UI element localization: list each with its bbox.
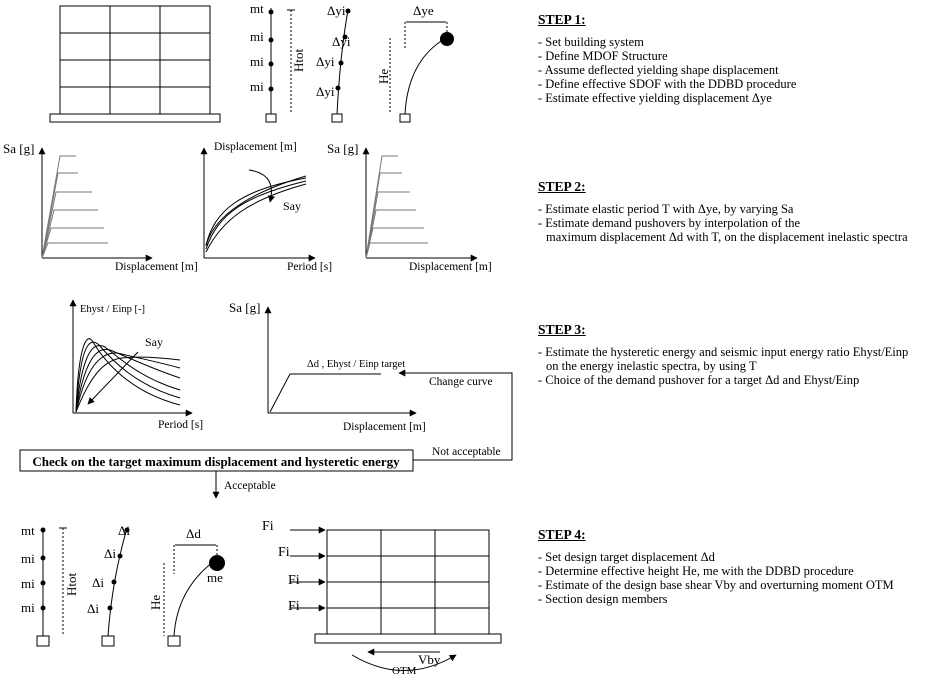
x-axis-title: Period [s] — [287, 261, 333, 273]
check-label: Check on the target maximum displacement and hysteretic energy — [32, 454, 400, 469]
mass-label-i: mi — [250, 79, 264, 94]
step-item: - Estimate elastic period T with Δye, by varying Sa — [538, 202, 794, 216]
step-item: - Assume deflected yielding shape displacement — [538, 63, 779, 77]
yield-displacement-label: Δyi — [327, 3, 346, 18]
y-axis-title: Sa [g] — [327, 141, 359, 156]
series-label-say: Say — [145, 335, 163, 349]
lumped-mass-stick — [250, 1, 306, 122]
step-item: - Set building system — [538, 35, 644, 49]
step-title: STEP 3: — [538, 322, 586, 337]
yield-displacement-label: Δyi — [316, 84, 335, 99]
check-feedback-loop — [20, 373, 512, 498]
displacement-label: Δi — [104, 546, 116, 561]
design-deflected-shape — [87, 523, 130, 646]
not-acceptable-label: Not acceptable — [432, 446, 501, 458]
sdof-yield-system — [376, 3, 454, 122]
displacement-label: Δi — [92, 575, 104, 590]
y-axis-title: Sa [g] — [229, 300, 261, 315]
force-label: Fi — [278, 545, 290, 560]
total-height-label: Htot — [64, 572, 79, 596]
step-item: maximum displacement Δd with T, on the displacement inelastic spectra — [546, 230, 908, 244]
step-4-block — [538, 528, 894, 606]
step-2-block — [538, 180, 908, 244]
y-axis-title: Sa [g] — [3, 141, 35, 156]
step-1-block — [538, 13, 796, 105]
mass-label-i: mi — [250, 29, 264, 44]
step-item: - Determine effective height He, me with the DDBD procedure — [538, 564, 854, 578]
step-3-block — [538, 323, 908, 387]
yield-deflected-shape — [316, 3, 351, 122]
step-item: - Define MDOF Structure — [538, 49, 668, 63]
mdof-building-frame — [50, 6, 220, 122]
x-axis-title: Period [s] — [158, 419, 204, 431]
total-height-label: Htot — [291, 48, 306, 72]
design-building-frame — [262, 519, 501, 677]
mass-label-i: mi — [21, 551, 35, 566]
change-curve-label: Change curve — [429, 376, 493, 388]
acceptable-label: Acceptable — [224, 480, 276, 492]
base-shear-label: Vby — [418, 652, 441, 667]
spectrum-chart-left — [3, 141, 198, 273]
effective-yield-displacement-label: Δye — [413, 3, 434, 18]
step-item: - Define effective SDOF with the DDBD procedure — [538, 77, 797, 91]
mass-label-i: mi — [21, 600, 35, 615]
mass-label-i: mi — [250, 54, 264, 69]
force-label: Fi — [288, 573, 300, 588]
step-item: - Estimate demand pushovers by interpolation of the — [538, 216, 801, 230]
displacement-period-chart — [204, 141, 332, 273]
step-item: - Set design target displacement Δd — [538, 550, 715, 564]
step-item: - Estimate of the design base shear Vby and overturning moment OTM — [538, 578, 894, 592]
y-axis-title: Displacement [m] — [214, 141, 297, 153]
effective-mass — [209, 555, 225, 571]
design-mass-stick — [21, 523, 79, 646]
x-axis-title: Displacement [m] — [115, 261, 198, 273]
mass-label-i: mi — [21, 576, 35, 591]
step-item: on the energy inelastic spectra, by using T — [546, 359, 757, 373]
step-title: STEP 2: — [538, 179, 586, 194]
step-item: - Section design members — [538, 592, 668, 606]
spectrum-chart-right — [327, 141, 492, 273]
displacement-label: Δi — [118, 523, 130, 538]
effective-mass — [440, 32, 454, 46]
target-label: Δd , Ehyst / Einp target — [307, 359, 406, 370]
force-label: Fi — [262, 519, 274, 534]
yield-displacement-label: Δyi — [332, 34, 351, 49]
energy-ratio-chart — [73, 300, 203, 431]
effective-height-label: He — [376, 68, 391, 84]
design-sdof-system — [148, 526, 225, 646]
mass-label-top: mt — [250, 1, 264, 16]
x-axis-title: Displacement [m] — [409, 261, 492, 273]
effective-height-label: He — [148, 594, 163, 610]
yield-displacement-label: Δyi — [316, 54, 335, 69]
step-item: - Choice of the demand pushover for a target Δd and Ehyst/Einp — [538, 373, 860, 387]
step-item: - Estimate effective yielding displacement Δye — [538, 91, 772, 105]
overturning-moment-label: OTM — [392, 665, 417, 677]
step-item: - Estimate the hysteretic energy and seismic input energy ratio Ehyst/Einp — [538, 345, 909, 359]
effective-mass-label: me — [207, 570, 223, 585]
design-displacement-label: Δd — [186, 526, 201, 541]
force-label: Fi — [288, 599, 300, 614]
step-title: STEP 1: — [538, 12, 586, 27]
displacement-label: Δi — [87, 601, 99, 616]
y-axis-title: Ehyst / Einp [-] — [80, 304, 146, 315]
step-title: STEP 4: — [538, 527, 586, 542]
series-label-say: Say — [283, 199, 301, 213]
mass-label-top: mt — [21, 523, 35, 538]
x-axis-title: Displacement [m] — [343, 421, 426, 433]
demand-pushover-chart — [229, 300, 426, 433]
